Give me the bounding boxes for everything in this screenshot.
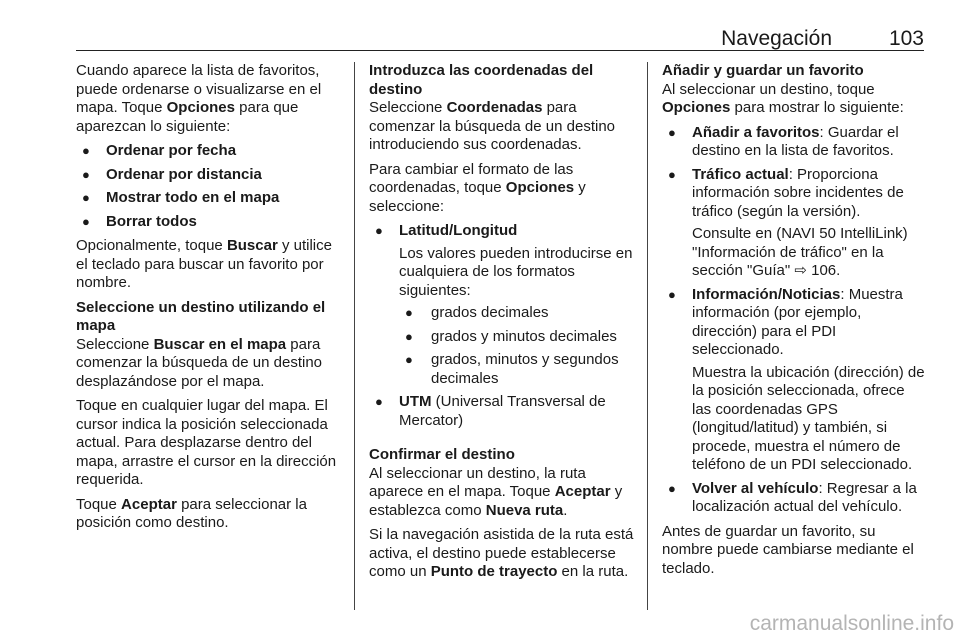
paragraph: Para cambiar el formato de las coordenadas, toque Opciones y seleccione:	[369, 160, 586, 215]
paragraph: Toque Aceptar para seleccionar la posición como destino.	[76, 495, 307, 531]
list-item: ● Latitud/Longitud Los valores pueden introducirse en cualquiera de los formatos siguientes: ● grados decimales ● grados y minutos decimales ● grados, minutos y segundos decimales	[369, 222, 635, 388]
column-2	[369, 62, 635, 588]
column-3	[662, 62, 926, 584]
subheading: Añadir y guardar un favorito	[662, 62, 864, 79]
paragraph: Al seleccionar un destino, toque Opciones para mostrar lo siguiente:	[662, 80, 904, 116]
page-header	[76, 26, 924, 51]
paragraph: Al seleccionar un destino, la ruta aparece en el mapa. Toque Aceptar y establezca como Nueva ruta.	[369, 464, 623, 519]
list-item: ● Volver al vehículo: Regresar a la localización actual del vehículo.	[662, 480, 926, 517]
list-item: ● Tráfico actual: Proporciona información sobre incidentes de tráfico (según la versión). Consulte en (NAVI 50 IntelliLink) "Información de tráfico" en la sección "Guía" ⇨ 106.	[662, 166, 926, 281]
paragraph: Toque en cualquier lugar del mapa. El cursor indica la posición seleccionada actual. Para desplazarse dentro del mapa, arrastre el cursor en la dirección requerida.	[76, 397, 337, 488]
format-sublist	[399, 304, 635, 388]
list-item: ● Ordenar por distancia	[76, 166, 344, 185]
list-item: ● Ordenar por fecha	[76, 142, 344, 161]
list-item: ● grados y minutos decimales	[399, 328, 635, 347]
column-divider	[354, 62, 355, 610]
subheading: Introduzca las coordenadas del destino	[369, 62, 594, 98]
paragraph: Antes de guardar un favorito, su nombre puede cambiarse mediante el teclado.	[662, 522, 914, 577]
list-item: ● grados, minutos y segundos decimales	[399, 351, 635, 388]
column-divider	[647, 62, 648, 610]
subheading: Seleccione un destino utilizando el mapa	[76, 298, 326, 334]
paragraph: Cuando aparece la lista de favoritos, puede ordenarse o visualizarse en el mapa. Toque Opciones para que aparezcan lo siguiente:	[76, 62, 322, 135]
page-number: 103	[888, 27, 924, 50]
subheading: Confirmar el destino	[369, 446, 515, 463]
paragraph: Seleccione Coordenadas para comenzar la búsqueda de un destino introduciendo sus coordenadas.	[369, 99, 616, 153]
favorites-options-list	[76, 142, 344, 231]
list-item: ● grados decimales	[399, 304, 635, 323]
section-title: Navegación	[721, 27, 832, 50]
list-item: ● UTM (Universal Transversal de Mercator)	[369, 393, 635, 430]
favorite-options-list	[662, 124, 926, 517]
list-item: ● Mostrar todo en el mapa	[76, 189, 344, 208]
list-item: ● Información/Noticias: Muestra información (por ejemplo, dirección) para el PDI seleccionado. Muestra la ubicación (dirección) de la posición seleccionada, ofrece las coordenadas GPS (longitud/latitud) y también, si procede, muestra el número de teléfono de un PDI seleccionado.	[662, 286, 926, 475]
paragraph: Si la navegación asistida de la ruta está activa, el destino puede establecerse como un Punto de trayecto en la ruta.	[369, 526, 634, 580]
paragraph: Opcionalmente, toque Buscar y utilice el teclado para buscar un favorito por nombre.	[76, 237, 332, 291]
paragraph: Seleccione Buscar en el mapa para comenzar la búsqueda de un destino desplazándose por el mapa.	[76, 335, 323, 390]
watermark: carmanualsonline.info	[749, 612, 954, 635]
list-item: ● Añadir a favoritos: Guardar el destino en la lista de favoritos.	[662, 124, 926, 161]
list-item: ● Borrar todos	[76, 213, 344, 232]
column-1	[76, 62, 344, 539]
coordinate-format-list	[369, 222, 635, 430]
